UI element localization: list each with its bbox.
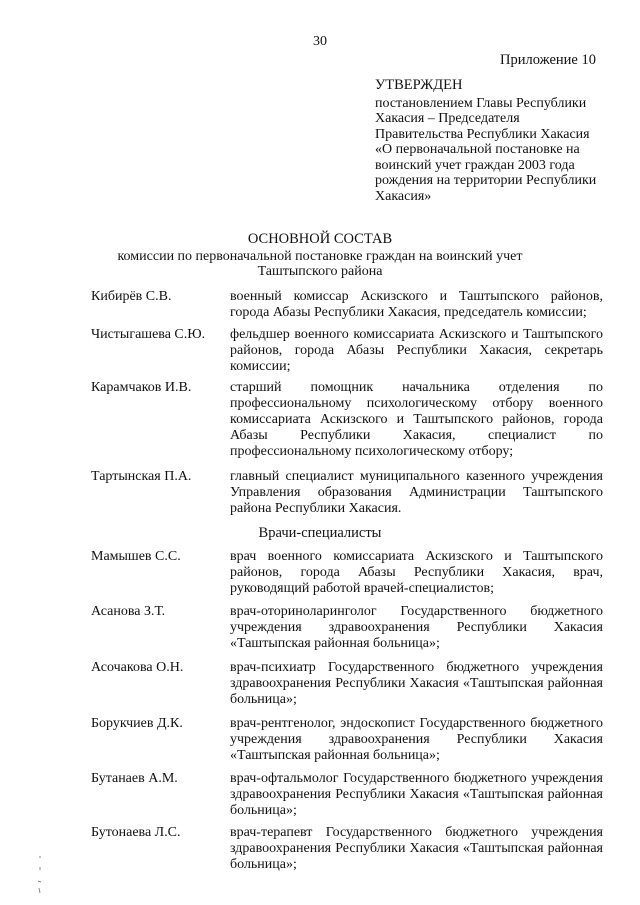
approval-line: Правительства Республики Хакасия xyxy=(375,126,590,142)
member-name: Кибирёв С.В. xyxy=(91,289,172,304)
doctors-heading: Врачи-специалисты xyxy=(258,525,382,541)
appendix-label: Приложение 10 xyxy=(500,52,596,68)
doctor-name: Асочакова О.Н. xyxy=(91,660,184,675)
member-role: старший помощник начальника отделения по профессиональному психологическому отбору военного комиссариата Аскизского и Таштыпского районов, города Абазы Республики Хакасия, специалист по профессиональному психологическому отбору; xyxy=(230,380,603,459)
page-number: 30 xyxy=(313,34,327,49)
doctor-name: Бутонаева Л.С. xyxy=(91,825,181,840)
member-role: главный специалист муниципального казенного учреждения Управления образования Администрации Таштыпского района Республики Хакасия. xyxy=(230,469,603,516)
doctor-role: врач-терапевт Государственного бюджетного учреждения здравоохранения Республики Хакасия «Таштыпская районная больница»; xyxy=(230,825,603,872)
doctor-role: врач-психиатр Государственного бюджетного учреждения здравоохранения Республики Хакасия «Таштыпская районная больница»; xyxy=(230,660,603,707)
doctor-role: врач военного комиссариата Аскизского и Таштыпского районов, города Абазы Республики Хакасия, врач, руководящий работой врачей-специалистов; xyxy=(230,549,603,596)
approval-line: «О первоначальной постановке на xyxy=(375,142,580,157)
member-role: фельдшер военного комиссариата Аскизского и Таштыпского районов, города Абазы Республики Хакасия, секретарь комиссии; xyxy=(230,327,603,374)
document-subtitle-line2: Таштыпского района xyxy=(257,264,383,279)
approval-line: постановлением Главы Республики xyxy=(375,95,587,111)
approval-title: УТВЕРЖДЕН xyxy=(375,77,463,93)
approval-block xyxy=(375,78,615,204)
approval-line: Хакасия» xyxy=(375,188,432,204)
document-title: ОСНОВНОЙ СОСТАВ xyxy=(247,231,393,247)
member-name: Чистыгашева С.Ю. xyxy=(91,327,206,342)
approval-line: Хакасия – Председателя xyxy=(375,111,520,126)
approval-line: рождения на территории Республики xyxy=(375,173,597,188)
doctor-name: Асанова З.Т. xyxy=(91,604,166,619)
doctor-role: врач-офтальмолог Государственного бюджетного учреждения здравоохранения Республики Хакасия «Таштыпская районная больница»; xyxy=(230,771,603,818)
doctor-role: врач-рентгенолог, эндоскопист Государственного бюджетного учреждения здравоохранения Республики Хакасия «Таштыпская районная больница»; xyxy=(230,716,603,763)
doctor-name: Бутанаев А.М. xyxy=(91,771,178,786)
document-subtitle-line1: комиссии по первоначальной постановке граждан на воинский учет xyxy=(117,249,523,264)
doctor-name: Мамышев С.С. xyxy=(91,549,181,564)
member-name: Тартынская П.А. xyxy=(91,469,192,484)
member-name: Карамчаков И.В. xyxy=(91,380,192,395)
scan-margin-marks xyxy=(36,855,44,895)
approval-line: воинский учет граждан 2003 года xyxy=(375,157,575,173)
doctor-role: врач-оториноларинголог Государственного бюджетного учреждения здравоохранения Республики Хакасия «Таштыпская районная больница»; xyxy=(230,604,603,651)
member-role: военный комиссар Аскизского и Таштыпского районов, города Абазы Республики Хакасия, председатель комиссии; xyxy=(230,289,603,320)
doctor-name: Борукчиев Д.К. xyxy=(91,716,183,731)
